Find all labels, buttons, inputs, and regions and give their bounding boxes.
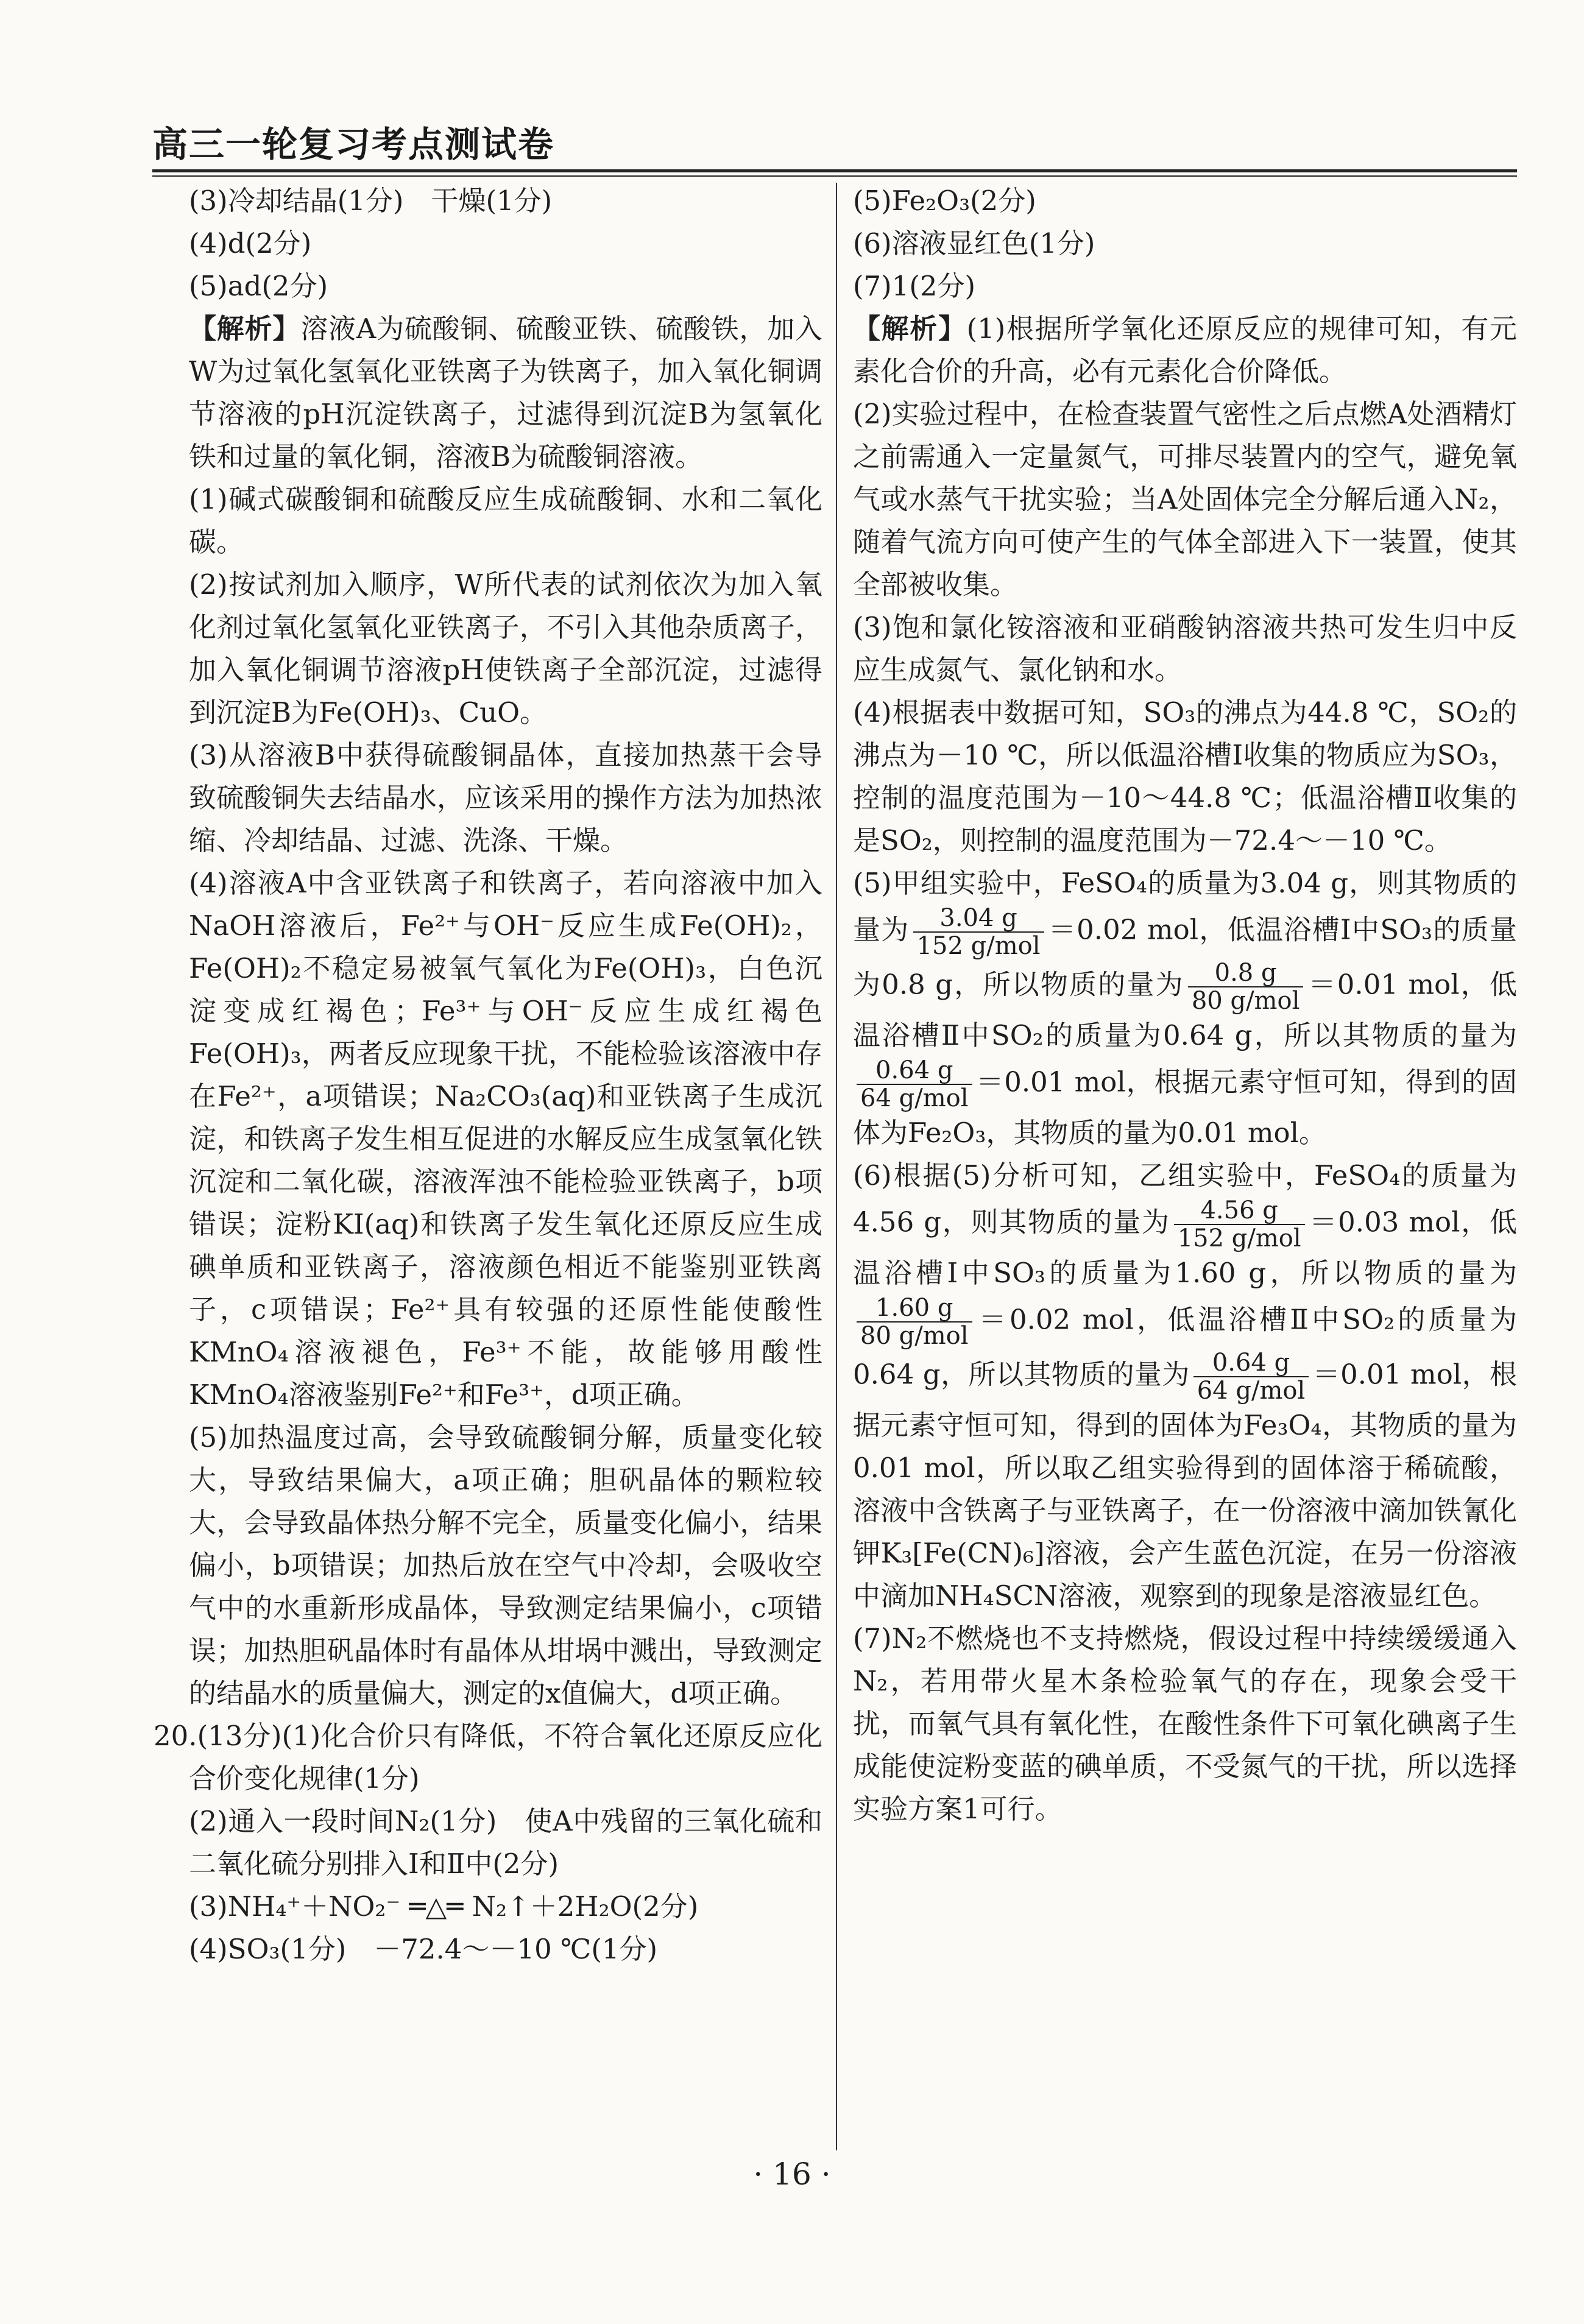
question-number: 20. (154, 1720, 197, 1752)
fraction (913, 905, 1044, 959)
text-part: ＝0.02 mol，低温浴槽Ⅰ中SO₃的质量为0.8 g，所以物质的量为 (853, 913, 1517, 1001)
analysis-paragraph-5 (853, 862, 1517, 1154)
equation-line: (3)NH₄⁺＋NO₂⁻ ═△═ N₂↑＋2H₂O(2分) (189, 1890, 699, 1923)
answer-line: (4)SO₃(1分) －72.4～－10 ℃(1分) (189, 1933, 658, 1965)
answer-line: (4)d(2分) (189, 227, 312, 260)
page-header (152, 108, 1517, 175)
answer-line: (5)Fe₂O₃(2分) (853, 185, 1036, 217)
analysis-paragraph: (4)溶液A中含亚铁离子和铁离子，若向溶液中加入NaOH溶液后，Fe²⁺与OH⁻反应生成Fe(OH)₂，Fe(OH)₂不稳定易被氧气氧化为Fe(OH)₃，白色沉淀变成红褐色；Fe³⁺与OH⁻反应生成红褐色Fe(OH)₃，两者反应现象干扰，不能检验该溶液中存在Fe²⁺，a项错误；Na₂CO₃(aq)和亚铁离子生成沉淀，和铁离子发生相互促进的水解反应生成氢氧化铁沉淀和二氧化碳，溶液浑浊不能检验亚铁离子，b项错误；淀粉KI(aq)和铁离子发生氧化还原反应生成碘单质和亚铁离子，溶液颜色相近不能鉴别亚铁离子，c项错误；Fe²⁺具有较强的还原性能使酸性KMnO₄溶液褪色，Fe³⁺不能，故能够用酸性KMnO₄溶液鉴别Fe²⁺和Fe³⁺，d项正确。 (189, 867, 822, 1411)
answer-line: (6)溶液显红色(1分) (853, 227, 1095, 260)
text-part: ＝0.01 mol，根据元素守恒可知，得到的固体为Fe₃O₄，其物质的量为0.01 mol，所以取乙组实验得到的固体溶于稀硫酸，溶液中含铁离子与亚铁离子，在一份溶液中滴加铁氰化钾K₃[Fe(CN)₆]溶液，会产生蓝色沉淀，在另一份溶液中滴加NH₄SCN溶液，观察到的现象是溶液显红色。 (853, 1358, 1517, 1612)
fraction-numerator: 0.8 g (1188, 959, 1304, 987)
text-part: ＝0.01 mol，根据元素守恒可知，得到的固体为Fe₂O₃，其物质的量为0.01 mol。 (853, 1065, 1517, 1149)
analysis-paragraph: (4)根据表中数据可知，SO₃的沸点为44.8 ℃，SO₂的沸点为－10 ℃，所以低温浴槽Ⅰ收集的物质应为SO₃，控制的温度范围为－10～44.8 ℃；低温浴槽Ⅱ收集的是SO₂，则控制的温度范围为－72.4～－10 ℃。 (853, 696, 1517, 856)
fraction (1188, 959, 1304, 1014)
fraction-denominator: 64 g/mol (860, 1084, 969, 1112)
column-divider (836, 183, 837, 2150)
analysis-label: 【解析】 (189, 313, 301, 345)
fraction-numerator: 1.60 g (857, 1294, 972, 1323)
header-title: 高三一轮复习考点测试卷 (152, 124, 555, 165)
analysis-paragraph-6 (853, 1154, 1517, 1617)
analysis-label: 【解析】 (853, 313, 967, 345)
analysis-paragraph: (3)从溶液B中获得硫酸铜晶体，直接加热蒸干会导致硫酸铜失去结晶水，应该采用的操作方法为加热浓缩、冷却结晶、过滤、洗涤、干燥。 (189, 739, 822, 856)
analysis-paragraph (853, 308, 1517, 393)
text-part: ＝0.01 mol，低温浴槽Ⅱ中SO₂的质量为0.64 g，所以其物质的量为 (853, 968, 1518, 1051)
answer-line: (5)ad(2分) (189, 270, 328, 302)
fraction-numerator: 3.04 g (913, 905, 1044, 933)
question-20-answer (154, 1715, 822, 1800)
analysis-paragraph: (7)N₂不燃烧也不支持燃烧，假设过程中持续缓缓通入N₂，若用带火星木条检验氧气的存在，现象会受干扰，而氧气具有氧化性，在酸性条件下可氧化碘离子生成能使淀粉变蓝的碘单质，不受氮气的干扰，所以选择实验方案1可行。 (853, 1622, 1517, 1825)
fraction-denominator: 152 g/mol (1177, 1224, 1301, 1252)
analysis-paragraph (189, 308, 822, 478)
text-part: (5)甲组实验中，FeSO₄的质量为3.04 g，则其物质的量为 (853, 867, 1517, 946)
analysis-paragraph: (1)碱式碳酸铜和硫酸反应生成硫酸铜、水和二氧化碳。 (189, 483, 822, 558)
analysis-paragraph: (2)实验过程中，在检查装置气密性之后点燃A处酒精灯之前需通入一定量氮气，可排尽装置内的空气，避免氧气或水蒸气干扰实验；当A处固体完全分解后通入N₂，随着气流方向可使产生的气体全部进入下一装置，使其全部被收集。 (853, 398, 1517, 601)
text-part: ＝0.03 mol，低温浴槽Ⅰ中SO₃的质量为1.60 g，所以物质的量为 (853, 1206, 1518, 1289)
fraction-denominator: 64 g/mol (1197, 1377, 1306, 1405)
page-number: · 16 · (753, 2156, 831, 2192)
fraction (857, 1057, 972, 1112)
fraction-denominator: 152 g/mol (916, 932, 1041, 960)
analysis-text: (1)根据所学氧化还原反应的规律可知，有元素化合价的升高，必有元素化合价降低。 (853, 313, 1517, 387)
text-part: (6)根据(5)分析可知，乙组实验中，FeSO₄的质量为4.56 g，则其物质的量为 (853, 1159, 1517, 1238)
analysis-paragraph: (2)按试剂加入顺序，W所代表的试剂依次为加入氧化剂过氧化氢氧化亚铁离子，不引入其他杂质离子，加入氧化铜调节溶液pH使铁离子全部沉淀，过滤得到沉淀B为Fe(OH)₃、CuO。 (189, 568, 822, 729)
fraction (1174, 1197, 1305, 1252)
analysis-paragraph: (5)加热温度过高，会导致硫酸铜分解，质量变化较大，导致结果偏大，a项正确；胆矾晶体的颗粒较大，会导致晶体热分解不完全，质量变化偏小，结果偏小，b项错误；加热后放在空气中冷却，会吸收空气中的水重新形成晶体，导致测定结果偏小，c项错误；加热胆矾晶体时有晶体从坩埚中溅出，导致测定的结晶水的质量偏大，测定的x值偏大，d项正确。 (189, 1421, 822, 1709)
question-text: (13分)(1)化合价只有降低，不符合氧化还原反应化合价变化规律(1分) (189, 1720, 822, 1795)
fraction (1193, 1349, 1309, 1404)
fraction (857, 1294, 972, 1349)
fraction-denominator: 80 g/mol (860, 1322, 969, 1350)
right-column (853, 180, 1517, 1831)
left-column (154, 180, 822, 1971)
analysis-text: 溶液A为硫酸铜、硫酸亚铁、硫酸铁，加入W为过氧化氢氧化亚铁离子为铁离子，加入氧化铜调节溶液的pH沉淀铁离子，过滤得到沉淀B为氢氧化铁和过量的氧化铜，溶液B为硫酸铜溶液。 (189, 313, 822, 473)
answer-line: (3)冷却结晶(1分) 干燥(1分) (189, 185, 553, 217)
answer-line: (7)1(2分) (853, 270, 976, 302)
fraction-numerator: 0.64 g (857, 1057, 972, 1085)
header-rule (152, 169, 1517, 177)
text-part: ＝0.02 mol，低温浴槽Ⅱ中SO₂的质量为0.64 g，所以其物质的量为 (853, 1303, 1517, 1391)
fraction-numerator: 0.64 g (1193, 1349, 1309, 1377)
answer-line: (2)通入一段时间N₂(1分) 使A中残留的三氧化硫和二氧化硫分别排入Ⅰ和Ⅱ中(2分) (189, 1805, 822, 1880)
fraction-numerator: 4.56 g (1174, 1197, 1305, 1225)
fraction-denominator: 80 g/mol (1191, 987, 1300, 1015)
analysis-paragraph: (3)饱和氯化铵溶液和亚硝酸钠溶液共热可发生归中反应生成氮气、氯化钠和水。 (853, 611, 1517, 686)
